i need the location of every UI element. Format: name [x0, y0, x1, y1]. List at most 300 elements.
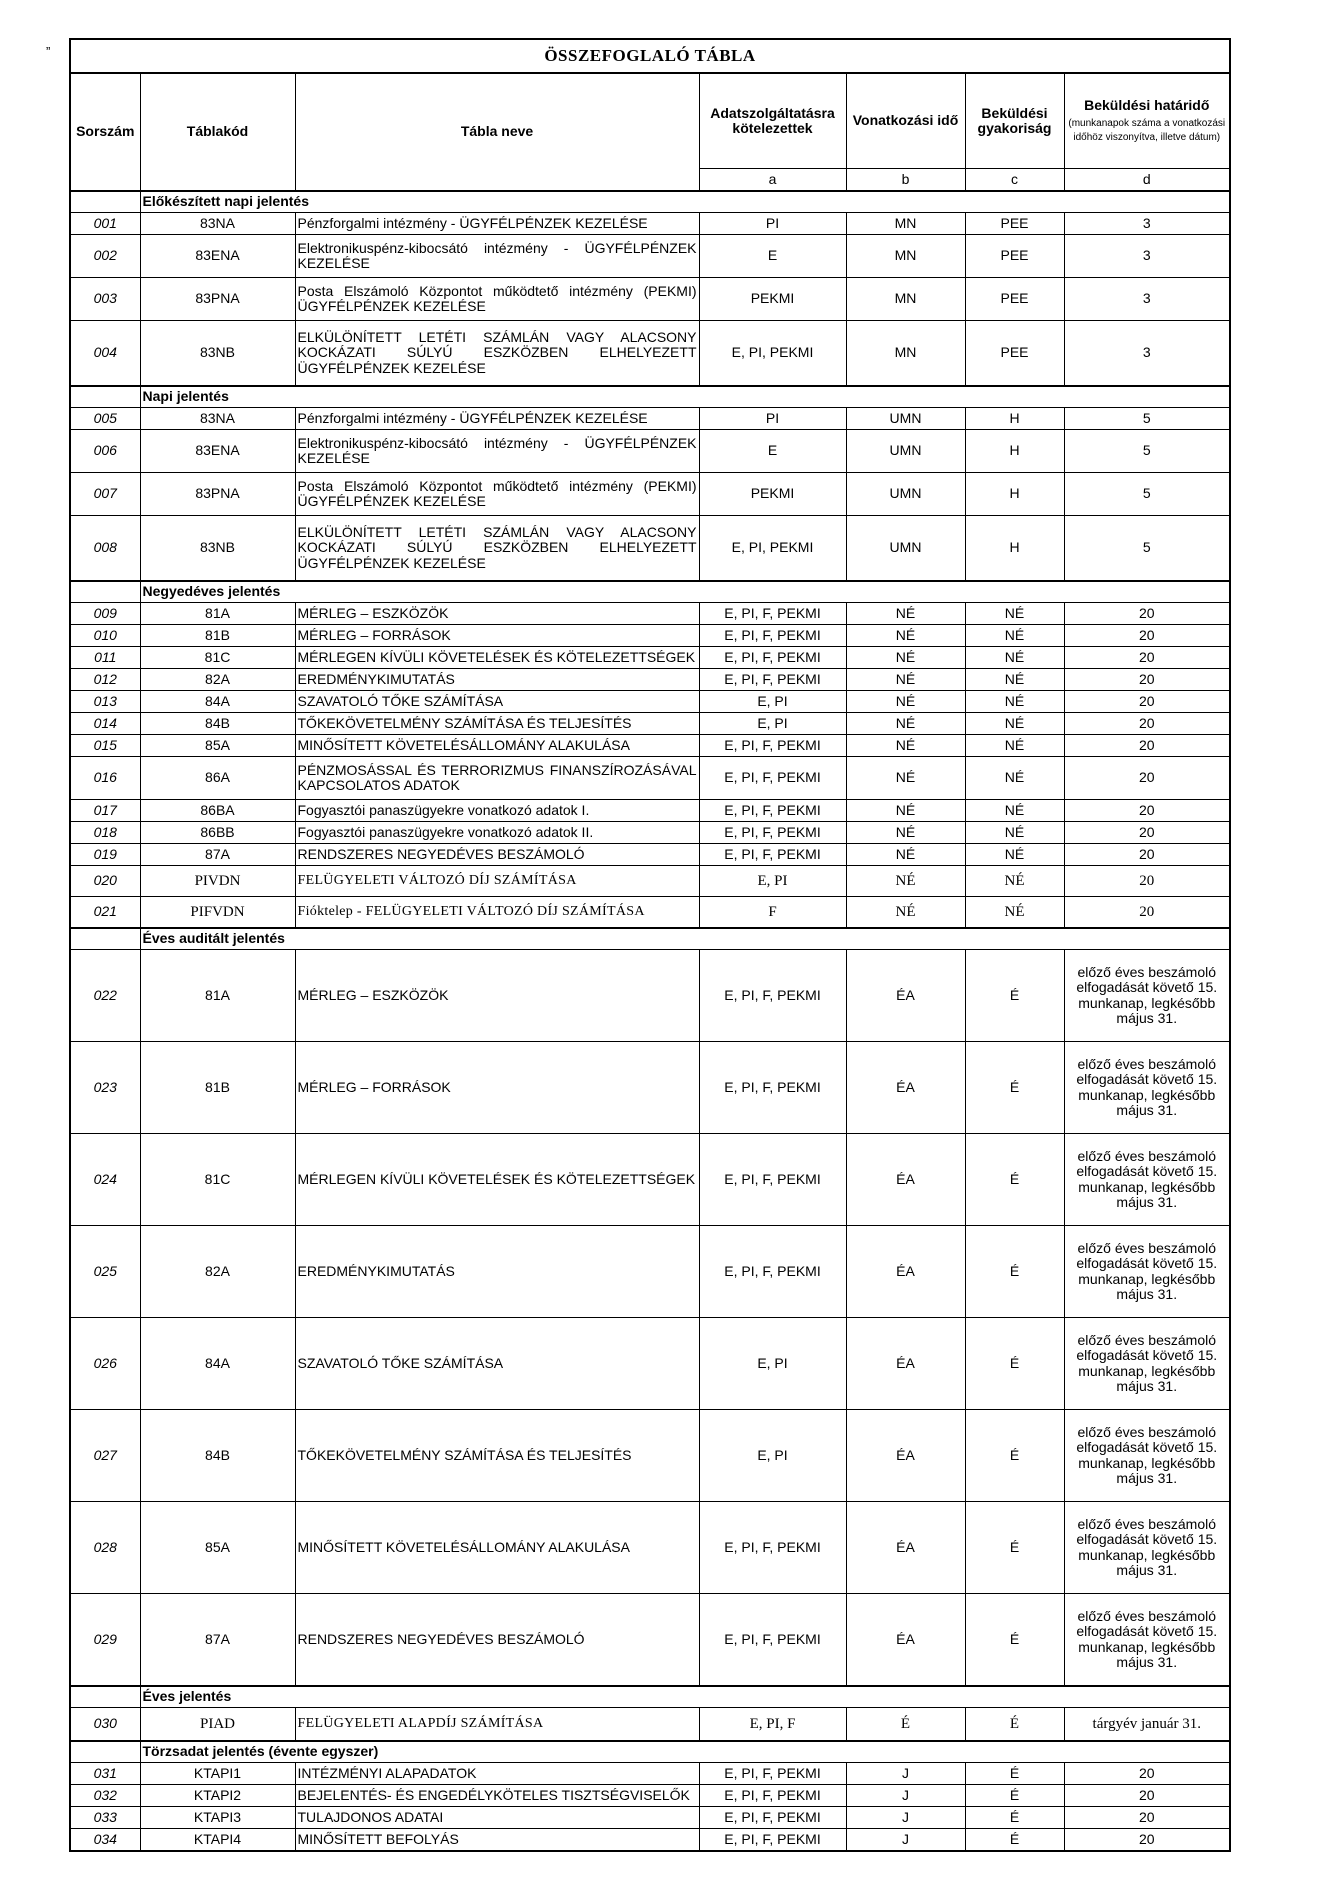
row-frequency: NÉ: [965, 757, 1064, 800]
header-obligated: Adatszolgáltatásra kötelezettek: [699, 73, 846, 169]
table-row: [70, 516, 1230, 582]
row-deadline: 20: [1064, 1785, 1230, 1807]
row-seq: 006: [70, 430, 140, 473]
row-deadline: 5: [1064, 408, 1230, 430]
row-code: 82A: [140, 669, 295, 691]
row-obligated: E, PI, F, PEKMI: [699, 844, 846, 866]
row-frequency: H: [965, 408, 1064, 430]
row-reference-time: UMN: [846, 516, 965, 582]
row-name: [295, 866, 699, 897]
row-reference-time: NÉ: [846, 735, 965, 757]
row-seq: 019: [70, 844, 140, 866]
row-reference-time: NÉ: [846, 647, 965, 669]
table-row: [70, 430, 1230, 473]
row-frequency: É: [965, 1226, 1064, 1318]
row-seq: 017: [70, 800, 140, 822]
row-reference-time: NÉ: [846, 822, 965, 844]
row-seq: 029: [70, 1594, 140, 1687]
row-name-text: Elektronikuspénz-kibocsátó intézmény - ÜGYFÉLPÉNZEK KEZELÉSE: [297, 239, 697, 271]
table-row: [70, 950, 1230, 1042]
row-deadline: előző éves beszámoló elfogadását követő 15. munkanap, legkésőbb május 31.: [1064, 1134, 1230, 1226]
row-name: [295, 235, 699, 278]
row-deadline: 3: [1064, 213, 1230, 235]
row-code: KTAPI2: [140, 1785, 295, 1807]
row-frequency: H: [965, 430, 1064, 473]
row-name: [295, 516, 699, 582]
section-row: [70, 928, 1230, 950]
row-frequency: É: [965, 1829, 1064, 1852]
row-reference-time: ÉA: [846, 1410, 965, 1502]
section-title: Éves jelentés: [140, 1686, 1230, 1708]
row-reference-time: NÉ: [846, 866, 965, 897]
section-blank-cell: [70, 1741, 140, 1763]
row-name: [295, 1807, 699, 1829]
row-seq: 014: [70, 713, 140, 735]
row-name: [295, 1594, 699, 1687]
row-deadline: 5: [1064, 430, 1230, 473]
row-deadline: 20: [1064, 757, 1230, 800]
column-letter-c: c: [965, 169, 1064, 192]
row-deadline: 20: [1064, 1829, 1230, 1852]
row-deadline: előző éves beszámoló elfogadását követő 15. munkanap, legkésőbb május 31.: [1064, 1410, 1230, 1502]
row-code: KTAPI4: [140, 1829, 295, 1852]
table-row: [70, 1708, 1230, 1742]
row-obligated: PI: [699, 408, 846, 430]
row-name: [295, 213, 699, 235]
row-obligated: E, PI, F, PEKMI: [699, 950, 846, 1042]
row-name-text: EREDMÉNYKIMUTATÁS: [297, 670, 455, 687]
row-code: 83NA: [140, 213, 295, 235]
row-code: KTAPI3: [140, 1807, 295, 1829]
row-frequency: É: [965, 1042, 1064, 1134]
row-code: 83NB: [140, 516, 295, 582]
row-obligated: E, PI, F, PEKMI: [699, 1785, 846, 1807]
row-name-text: INTÉZMÉNYI ALAPADATOK: [297, 1764, 477, 1781]
section-title: Előkészített napi jelentés: [140, 191, 1230, 213]
row-frequency: NÉ: [965, 800, 1064, 822]
row-deadline: 20: [1064, 897, 1230, 929]
row-seq: 018: [70, 822, 140, 844]
row-name: [295, 647, 699, 669]
row-reference-time: UMN: [846, 408, 965, 430]
row-code: 81B: [140, 625, 295, 647]
row-deadline: 20: [1064, 691, 1230, 713]
row-frequency: NÉ: [965, 647, 1064, 669]
row-code: 85A: [140, 1502, 295, 1594]
row-seq: 007: [70, 473, 140, 516]
row-frequency: É: [965, 1502, 1064, 1594]
row-code: 82A: [140, 1226, 295, 1318]
row-deadline: előző éves beszámoló elfogadását követő 15. munkanap, legkésőbb május 31.: [1064, 1226, 1230, 1318]
table-row: [70, 213, 1230, 235]
section-row: [70, 1686, 1230, 1708]
row-name: [295, 1042, 699, 1134]
table-body: [70, 191, 1230, 1851]
row-code: 83ENA: [140, 430, 295, 473]
row-name: [295, 950, 699, 1042]
row-obligated: E, PI, F, PEKMI: [699, 647, 846, 669]
row-seq: 027: [70, 1410, 140, 1502]
row-obligated: PI: [699, 213, 846, 235]
section-title: Napi jelentés: [140, 386, 1230, 408]
row-obligated: E, PI, F: [699, 1708, 846, 1742]
row-name-text: MINŐSÍTETT BEFOLYÁS: [297, 1830, 459, 1847]
table-row: [70, 897, 1230, 929]
row-frequency: NÉ: [965, 713, 1064, 735]
row-seq: 034: [70, 1829, 140, 1852]
row-reference-time: NÉ: [846, 713, 965, 735]
row-reference-time: É: [846, 1708, 965, 1742]
column-letter-a: a: [699, 169, 846, 192]
row-code: 83PNA: [140, 278, 295, 321]
row-frequency: NÉ: [965, 897, 1064, 929]
row-deadline: 3: [1064, 235, 1230, 278]
table-row: [70, 647, 1230, 669]
row-name: [295, 735, 699, 757]
table-row: [70, 866, 1230, 897]
row-frequency: H: [965, 473, 1064, 516]
row-reference-time: NÉ: [846, 757, 965, 800]
table-title: ÖSSZEFOGLALÓ TÁBLA: [70, 39, 1230, 73]
row-reference-time: NÉ: [846, 897, 965, 929]
row-name-text: TULAJDONOS ADATAI: [297, 1808, 444, 1825]
row-code: 87A: [140, 1594, 295, 1687]
row-name-text: FELÜGYELETI ALAPDÍJ SZÁMÍTÁSA: [297, 1716, 544, 1732]
row-obligated: E, PI, F, PEKMI: [699, 757, 846, 800]
section-title: Negyedéves jelentés: [140, 581, 1230, 603]
row-seq: 026: [70, 1318, 140, 1410]
table-row: [70, 1829, 1230, 1852]
row-obligated: E, PI, F, PEKMI: [699, 1763, 846, 1785]
row-reference-time: ÉA: [846, 950, 965, 1042]
row-deadline: 20: [1064, 844, 1230, 866]
row-frequency: PEE: [965, 235, 1064, 278]
row-code: 83PNA: [140, 473, 295, 516]
row-obligated: E: [699, 235, 846, 278]
row-obligated: PEKMI: [699, 278, 846, 321]
row-code: 83NB: [140, 321, 295, 387]
row-name-text: ELKÜLÖNÍTETT LETÉTI SZÁMLÁN VAGY ALACSONY KOCKÁZATI SÚLYÚ ESZKÖZBEN ELHELYEZETT ÜGYFÉLPÉNZEK KEZELÉSE: [297, 523, 697, 571]
summary-table: [69, 38, 1231, 1852]
row-seq: 021: [70, 897, 140, 929]
row-name-text: EREDMÉNYKIMUTATÁS: [297, 1262, 455, 1279]
row-name: [295, 1708, 699, 1742]
row-code: 83NA: [140, 408, 295, 430]
row-frequency: É: [965, 1708, 1064, 1742]
row-seq: 016: [70, 757, 140, 800]
row-deadline: 20: [1064, 822, 1230, 844]
row-obligated: E, PI, F, PEKMI: [699, 1226, 846, 1318]
row-code: 84B: [140, 1410, 295, 1502]
section-blank-cell: [70, 928, 140, 950]
row-name: [295, 844, 699, 866]
row-seq: 025: [70, 1226, 140, 1318]
row-frequency: PEE: [965, 213, 1064, 235]
row-name: [295, 1134, 699, 1226]
section-row: [70, 1741, 1230, 1763]
table-row: [70, 625, 1230, 647]
row-frequency: NÉ: [965, 625, 1064, 647]
row-name-text: PÉNZMOSÁSSAL ÉS TERRORIZMUS FINANSZÍROZÁSÁVAL KAPCSOLATOS ADATOK: [297, 761, 697, 793]
row-code: 81C: [140, 1134, 295, 1226]
row-frequency: NÉ: [965, 669, 1064, 691]
header-frequency: Beküldési gyakoriság: [965, 73, 1064, 169]
row-code: 81C: [140, 647, 295, 669]
header-name: Tábla neve: [295, 73, 699, 191]
row-obligated: F: [699, 897, 846, 929]
row-deadline: előző éves beszámoló elfogadását követő 15. munkanap, legkésőbb május 31.: [1064, 1502, 1230, 1594]
header-code: Táblakód: [140, 73, 295, 191]
row-deadline: 20: [1064, 647, 1230, 669]
row-name-text: Elektronikuspénz-kibocsátó intézmény - ÜGYFÉLPÉNZEK KEZELÉSE: [297, 434, 697, 466]
row-code: 86BB: [140, 822, 295, 844]
row-seq: 010: [70, 625, 140, 647]
opening-quote-mark: ”: [46, 44, 51, 59]
row-name: [295, 897, 699, 929]
table-row: [70, 408, 1230, 430]
table-row: [70, 278, 1230, 321]
table-row: [70, 1042, 1230, 1134]
row-deadline: 3: [1064, 321, 1230, 387]
row-name: [295, 321, 699, 387]
section-row: [70, 386, 1230, 408]
row-obligated: E, PI, PEKMI: [699, 516, 846, 582]
row-name-text: SZAVATOLÓ TŐKE SZÁMÍTÁSA: [297, 1354, 504, 1371]
row-frequency: PEE: [965, 321, 1064, 387]
row-deadline: 20: [1064, 1807, 1230, 1829]
row-name: [295, 713, 699, 735]
row-obligated: E, PI, F, PEKMI: [699, 1134, 846, 1226]
row-name: [295, 1502, 699, 1594]
column-letter-b: b: [846, 169, 965, 192]
header-deadline: [1064, 73, 1230, 169]
table-row: [70, 757, 1230, 800]
row-code: 84B: [140, 713, 295, 735]
section-row: [70, 581, 1230, 603]
row-name: [295, 1410, 699, 1502]
row-name-text: MÉRLEG – ESZKÖZÖK: [297, 604, 449, 621]
table-row: [70, 1763, 1230, 1785]
row-deadline: előző éves beszámoló elfogadását követő 15. munkanap, legkésőbb május 31.: [1064, 1042, 1230, 1134]
row-frequency: É: [965, 1134, 1064, 1226]
row-seq: 015: [70, 735, 140, 757]
row-frequency: É: [965, 1410, 1064, 1502]
row-frequency: É: [965, 1807, 1064, 1829]
row-seq: 031: [70, 1763, 140, 1785]
row-obligated: E, PI, F, PEKMI: [699, 625, 846, 647]
row-obligated: E, PI, F, PEKMI: [699, 1042, 846, 1134]
row-code: 83ENA: [140, 235, 295, 278]
header-reference-time: Vonatkozási idő: [846, 73, 965, 169]
row-seq: 003: [70, 278, 140, 321]
row-reference-time: UMN: [846, 473, 965, 516]
row-name-text: Posta Elszámoló Központot működtető intézmény (PEKMI) ÜGYFÉLPÉNZEK KEZELÉSE: [297, 477, 697, 509]
row-code: PIVDN: [140, 866, 295, 897]
row-deadline: 20: [1064, 1763, 1230, 1785]
row-seq: 022: [70, 950, 140, 1042]
row-reference-time: NÉ: [846, 669, 965, 691]
row-code: 87A: [140, 844, 295, 866]
row-reference-time: NÉ: [846, 625, 965, 647]
row-code: 84A: [140, 1318, 295, 1410]
row-name-text: MÉRLEG – FORRÁSOK: [297, 1078, 451, 1095]
row-code: 85A: [140, 735, 295, 757]
row-deadline: 20: [1064, 713, 1230, 735]
table-row: [70, 473, 1230, 516]
row-frequency: NÉ: [965, 844, 1064, 866]
row-obligated: E, PI, F, PEKMI: [699, 603, 846, 625]
row-name-text: Pénzforgalmi intézmény - ÜGYFÉLPÉNZEK KEZELÉSE: [297, 214, 648, 231]
row-obligated: E, PI: [699, 866, 846, 897]
table-row: [70, 1134, 1230, 1226]
row-name: [295, 603, 699, 625]
row-obligated: E, PI, PEKMI: [699, 321, 846, 387]
row-name: [295, 1763, 699, 1785]
row-name-text: SZAVATOLÓ TŐKE SZÁMÍTÁSA: [297, 692, 504, 709]
table-row: [70, 1318, 1230, 1410]
row-name-text: Posta Elszámoló Központot működtető intézmény (PEKMI) ÜGYFÉLPÉNZEK KEZELÉSE: [297, 282, 697, 314]
section-title: Törzsadat jelentés (évente egyszer): [140, 1741, 1230, 1763]
row-code: PIAD: [140, 1708, 295, 1742]
row-obligated: E, PI, F, PEKMI: [699, 1829, 846, 1852]
row-name: [295, 408, 699, 430]
row-name: [295, 822, 699, 844]
row-deadline: előző éves beszámoló elfogadását követő 15. munkanap, legkésőbb május 31.: [1064, 1318, 1230, 1410]
row-frequency: É: [965, 1318, 1064, 1410]
row-seq: 008: [70, 516, 140, 582]
table-row: [70, 1785, 1230, 1807]
row-obligated: E, PI, F, PEKMI: [699, 1594, 846, 1687]
row-obligated: E, PI, F, PEKMI: [699, 822, 846, 844]
row-deadline: 5: [1064, 516, 1230, 582]
row-frequency: NÉ: [965, 691, 1064, 713]
row-code: 81B: [140, 1042, 295, 1134]
row-reference-time: MN: [846, 321, 965, 387]
row-frequency: É: [965, 1785, 1064, 1807]
row-name-text: BEJELENTÉS- ÉS ENGEDÉLYKÖTELES TISZTSÉGVISELŐK: [297, 1786, 690, 1803]
table-row: [70, 669, 1230, 691]
row-name: [295, 1829, 699, 1852]
row-code: 81A: [140, 603, 295, 625]
row-obligated: PEKMI: [699, 473, 846, 516]
row-reference-time: NÉ: [846, 800, 965, 822]
row-name: [295, 1226, 699, 1318]
row-obligated: E, PI, F, PEKMI: [699, 735, 846, 757]
row-reference-time: J: [846, 1785, 965, 1807]
header-seq: Sorszám: [70, 73, 140, 191]
row-reference-time: ÉA: [846, 1042, 965, 1134]
row-name: [295, 757, 699, 800]
row-code: 84A: [140, 691, 295, 713]
row-seq: 009: [70, 603, 140, 625]
row-name: [295, 1318, 699, 1410]
row-name: [295, 669, 699, 691]
row-deadline: 20: [1064, 669, 1230, 691]
row-deadline: 20: [1064, 735, 1230, 757]
row-deadline: 3: [1064, 278, 1230, 321]
row-name-text: MÉRLEG – ESZKÖZÖK: [297, 986, 449, 1003]
row-frequency: É: [965, 1763, 1064, 1785]
table-row: [70, 822, 1230, 844]
row-reference-time: ÉA: [846, 1226, 965, 1318]
header-deadline-title: Beküldési határidő: [1084, 96, 1210, 113]
row-reference-time: J: [846, 1807, 965, 1829]
row-reference-time: NÉ: [846, 844, 965, 866]
row-frequency: NÉ: [965, 822, 1064, 844]
row-deadline: 20: [1064, 603, 1230, 625]
row-name-text: Pénzforgalmi intézmény - ÜGYFÉLPÉNZEK KEZELÉSE: [297, 409, 648, 426]
row-deadline: előző éves beszámoló elfogadását követő 15. munkanap, legkésőbb május 31.: [1064, 1594, 1230, 1687]
table-row: [70, 1807, 1230, 1829]
row-frequency: NÉ: [965, 735, 1064, 757]
row-seq: 023: [70, 1042, 140, 1134]
section-blank-cell: [70, 581, 140, 603]
row-name-text: MÉRLEG – FORRÁSOK: [297, 626, 451, 643]
section-row: [70, 191, 1230, 213]
row-name: [295, 278, 699, 321]
row-code: KTAPI1: [140, 1763, 295, 1785]
row-name: [295, 691, 699, 713]
row-seq: 011: [70, 647, 140, 669]
row-frequency: PEE: [965, 278, 1064, 321]
table-row: [70, 1226, 1230, 1318]
row-name: [295, 800, 699, 822]
row-seq: 028: [70, 1502, 140, 1594]
table-row: [70, 235, 1230, 278]
table-row: [70, 1594, 1230, 1687]
row-name: [295, 625, 699, 647]
row-reference-time: ÉA: [846, 1318, 965, 1410]
table-row: [70, 1502, 1230, 1594]
row-reference-time: ÉA: [846, 1134, 965, 1226]
row-obligated: E, PI: [699, 691, 846, 713]
table-row: [70, 800, 1230, 822]
row-frequency: É: [965, 1594, 1064, 1687]
row-reference-time: MN: [846, 278, 965, 321]
row-name-text: MÉRLEGEN KÍVÜLI KÖVETELÉSEK ÉS KÖTELEZETTSÉGEK: [297, 648, 696, 665]
row-seq: 005: [70, 408, 140, 430]
row-reference-time: J: [846, 1829, 965, 1852]
row-code: 86BA: [140, 800, 295, 822]
row-code: 81A: [140, 950, 295, 1042]
row-name-text: TŐKEKÖVETELMÉNY SZÁMÍTÁSA ÉS TELJESÍTÉS: [297, 1446, 632, 1463]
row-obligated: E, PI, F, PEKMI: [699, 669, 846, 691]
row-name-text: MINŐSÍTETT KÖVETELÉSÁLLOMÁNY ALAKULÁSA: [297, 736, 630, 753]
row-seq: 012: [70, 669, 140, 691]
row-name-text: Fogyasztói panaszügyekre vonatkozó adatok II.: [297, 823, 594, 840]
table-row: [70, 1410, 1230, 1502]
row-obligated: E: [699, 430, 846, 473]
header-deadline-note: (munkanapok száma a vonatkozási időhöz viszonyítva, illetve dátum): [1068, 118, 1226, 143]
section-title: Éves auditált jelentés: [140, 928, 1230, 950]
row-name-text: RENDSZERES NEGYEDÉVES BESZÁMOLÓ: [297, 845, 585, 862]
row-deadline: 20: [1064, 800, 1230, 822]
row-name-text: RENDSZERES NEGYEDÉVES BESZÁMOLÓ: [297, 1630, 585, 1647]
section-blank-cell: [70, 386, 140, 408]
row-seq: 013: [70, 691, 140, 713]
row-obligated: E, PI: [699, 1410, 846, 1502]
row-seq: 024: [70, 1134, 140, 1226]
row-reference-time: J: [846, 1763, 965, 1785]
row-seq: 002: [70, 235, 140, 278]
row-reference-time: MN: [846, 213, 965, 235]
row-name: [295, 430, 699, 473]
section-blank-cell: [70, 1686, 140, 1708]
row-deadline: 20: [1064, 625, 1230, 647]
row-deadline: 20: [1064, 866, 1230, 897]
row-name: [295, 1785, 699, 1807]
row-frequency: NÉ: [965, 866, 1064, 897]
